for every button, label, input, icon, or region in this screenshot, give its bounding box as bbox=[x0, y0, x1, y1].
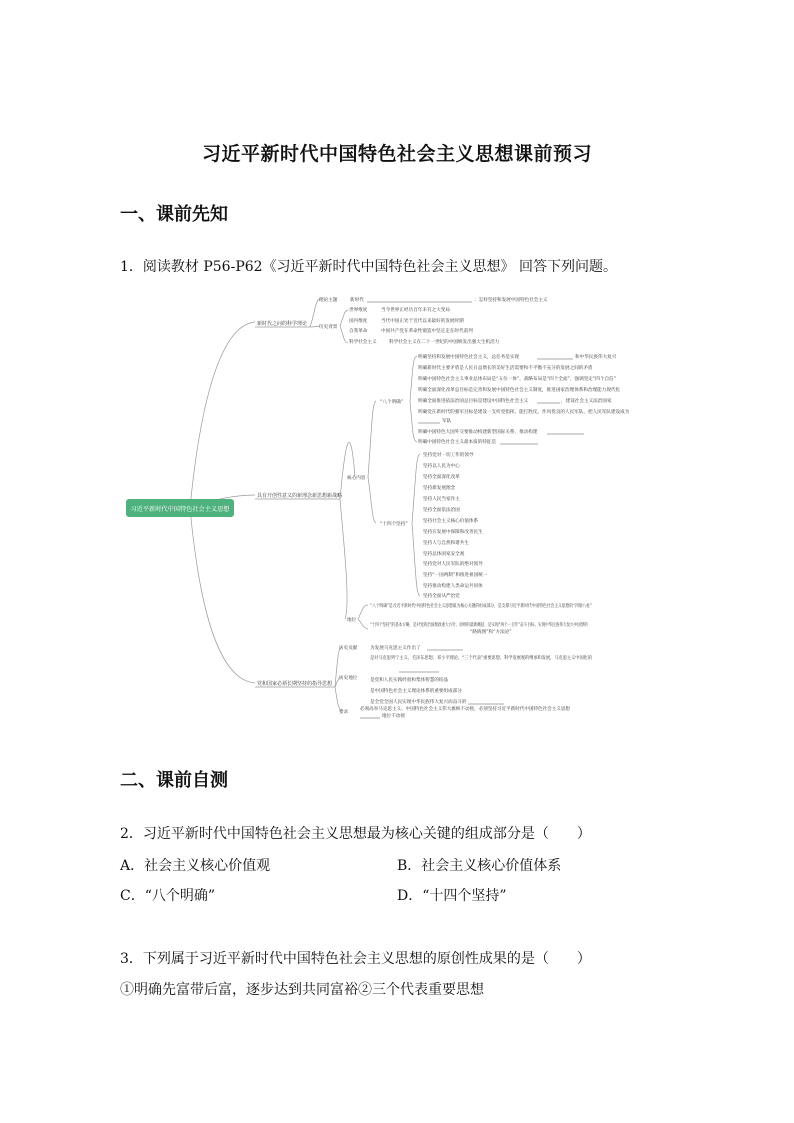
mm-connector bbox=[190, 322, 255, 508]
mm-theme-item: ：怎样坚持和发展中国特色社会主义 bbox=[474, 298, 548, 303]
mm-fourteen-item: 坚持人民当家作主 bbox=[423, 497, 460, 502]
mm-eight-item: ，建设社会主义法治国家 bbox=[561, 399, 612, 404]
mm-fourteen-item: 坚持在发展中保障和改善民生 bbox=[423, 530, 483, 535]
mm-fourteen-item: 坚持全面依法治国 bbox=[423, 508, 460, 513]
mm-eight-item: 明确全面深化改革总目标是完善和发展中国特色社会主义制度，推进国家治理体系和治理能力现代化 bbox=[418, 388, 621, 393]
mm-eight-item: 明确全面推进依法治国总目标是建设中国特色社会主义 bbox=[418, 399, 529, 404]
question-1: 1．阅读教材 P56-P62《习近平新时代中国特色社会主义思想》 回答下列问题。 bbox=[120, 259, 618, 275]
mm-history-contribution: 历史贡献 bbox=[339, 646, 358, 651]
section-heading-preview: 一、课前先知 bbox=[120, 204, 228, 225]
mm-eight-item: 和中华民族伟大复兴 bbox=[575, 355, 617, 360]
mm-fourteen-item: 坚持党对一切工作的领导 bbox=[423, 453, 474, 458]
mm-bg-val: 当今世界正经历百年未有之大变局 bbox=[381, 308, 450, 313]
mm-bg-val: 科学社会主义在二十一世纪的中国焕发出强大生机活力 bbox=[389, 340, 500, 345]
q2-option-d: D．“十四个坚持” bbox=[397, 888, 507, 904]
mm-history-status: 历史地位 bbox=[339, 676, 358, 681]
mm-requirement: 要求 bbox=[339, 710, 349, 715]
q2-option-c: C．“八个明确” bbox=[120, 888, 216, 904]
mm-eight-item: 明确中国特色社会主义事业总体布局是“五位一体”，战略布局是“四个全面”，强调坚定“四个自信” bbox=[418, 377, 617, 382]
section-heading-selftest: 二、课前自测 bbox=[120, 770, 228, 791]
mm-fourteen-item: 坚持总体国家安全观 bbox=[423, 552, 465, 557]
mm-bg-val: 当代中国正处于近代以来最好的发展时期 bbox=[381, 319, 464, 324]
mm-branch-3: 党和国家必须长期坚持的指导思想 bbox=[257, 681, 333, 687]
mm-history-status-item: 是全党全国人民实现中华民族伟大复兴而奋斗的 bbox=[370, 700, 467, 705]
mm-bg-key: 世界维度 bbox=[349, 308, 368, 313]
mm-eight-item: 军队 bbox=[442, 419, 452, 424]
mm-branch-2: 具有开创性意义的新理念新思想新战略 bbox=[257, 493, 343, 499]
mm-history-status-item: 是中国特色社会主义理论体系的重要组成部分 bbox=[370, 689, 462, 694]
mm-fourteen-item: 坚持新发展理念 bbox=[423, 486, 456, 491]
mm-connector bbox=[190, 508, 255, 683]
mm-bg-key: 自我革命 bbox=[349, 329, 368, 334]
question-2-stem: 2．习近平新时代中国特色社会主义思想最为核心关键的组成部分是（ ） bbox=[120, 826, 591, 842]
mm-branch-1: 新时代之问的科学理论 bbox=[257, 321, 308, 327]
mm-eight-item: 明确中国特色大国外交要推动构建新型国际关系，推动构建 bbox=[418, 430, 538, 435]
mm-bg-val: 中国共产党在革命性锻造中坚定走在时代前列 bbox=[381, 329, 473, 334]
mm-eight-item: 明确中国特色社会主义最本质的特征是 bbox=[418, 440, 497, 445]
mm-branch-1-bg: 历史背景 bbox=[319, 325, 338, 330]
mm-fourteen-item: 坚持党对人民军队的绝对领导 bbox=[423, 562, 483, 567]
mm-history-status-item: 是党和人民实践经验和集体智慧的结晶 bbox=[370, 678, 449, 683]
mm-eight-item: 明确党在新时代的强军目标是建设一支听党指挥、能打胜仗、作风优良的人民军队，把人民军队建设成为 bbox=[418, 410, 630, 415]
mm-eight-item: 明确新时代主要矛盾是人民日益增长的美好生活需要和不平衡不充分的发展之间的矛盾 bbox=[418, 366, 593, 371]
q2-option-a: A．社会主义核心价值观 bbox=[120, 858, 271, 874]
mm-history-item: 是对马克思列宁主义、毛泽东思想、邓小平理论、“三个代表”重要思想、科学发展观的继承和发展，马克思主义中国化的 bbox=[370, 656, 614, 661]
mm-bg-key: 科学社会主义 bbox=[349, 340, 377, 345]
mm-fourteen-item: 坚持全面深化改革 bbox=[423, 475, 460, 480]
mm-bg-key: 国内维度 bbox=[349, 319, 368, 324]
mm-fourteen-item: 坚持人与自然和谐共生 bbox=[423, 541, 469, 546]
mm-root-label: 习近平新时代中国特色社会主义思想 bbox=[130, 506, 230, 513]
mm-fourteen-item: 坚持社会主义核心价值体系 bbox=[423, 519, 479, 524]
q2-option-b: B．社会主义核心价值体系 bbox=[397, 858, 562, 874]
question-3-stem: 3．下列属于习近平新时代中国特色社会主义思想的原创性成果的是（ ） bbox=[120, 951, 591, 967]
mm-eight-clarify: “八个明确” bbox=[380, 400, 404, 405]
mm-fourteen-item: 坚持推动构建人类命运共同体 bbox=[423, 584, 483, 589]
mm-fourteen-adhere: “十四个坚持” bbox=[380, 522, 408, 527]
mm-branch-1-theme: 理论主题 bbox=[319, 298, 338, 303]
mm-requirement-item: 必须高举马克思主义、中国特色社会主义伟大旗帜不动摇，必须坚持习近平新时代中国特色社会主义思想 bbox=[360, 707, 572, 712]
mm-status-item: “八个明确”是习近平新时代中国特色社会主义思想最为核心关键的组成部分，是支撑习近平新时代中国特色社会主义思想的“四梁八柱” bbox=[370, 604, 642, 609]
mind-map bbox=[0, 285, 794, 725]
mm-core-content: 核心内容 bbox=[347, 476, 366, 481]
mm-status-item: “十四个坚持”的基本方略，是对党的治国理政重大方针、原则的最新概括，是实现“两个一百年”奋斗目标、实现中华民族伟大复兴中国梦的 bbox=[370, 623, 651, 628]
mm-fourteen-item: 坚持“一国两制”和推进祖国统一 bbox=[423, 573, 488, 578]
mm-eight-item: 明确坚持和发展中国特色社会主义，总任务是实现 bbox=[418, 355, 520, 360]
mm-fourteen-item: 坚持全面从严治党 bbox=[423, 594, 460, 599]
mm-requirement-item: 地位不动摇 bbox=[382, 714, 405, 719]
mm-theme-item: 新时代 bbox=[350, 298, 364, 303]
question-3-line-1: ①明确先富带后富，逐步达到共同富裕②三个代表重要思想 bbox=[120, 982, 484, 998]
mm-status: 地位 bbox=[347, 618, 357, 623]
mm-status-item: “路线图”和“方法论” bbox=[470, 630, 512, 635]
document-title: 习近平新时代中国特色社会主义思想课前预习 bbox=[201, 143, 592, 165]
mm-history-item: 为发展马克思主义作出了 bbox=[370, 646, 421, 651]
mm-fourteen-item: 坚持以人民为中心 bbox=[423, 464, 460, 469]
